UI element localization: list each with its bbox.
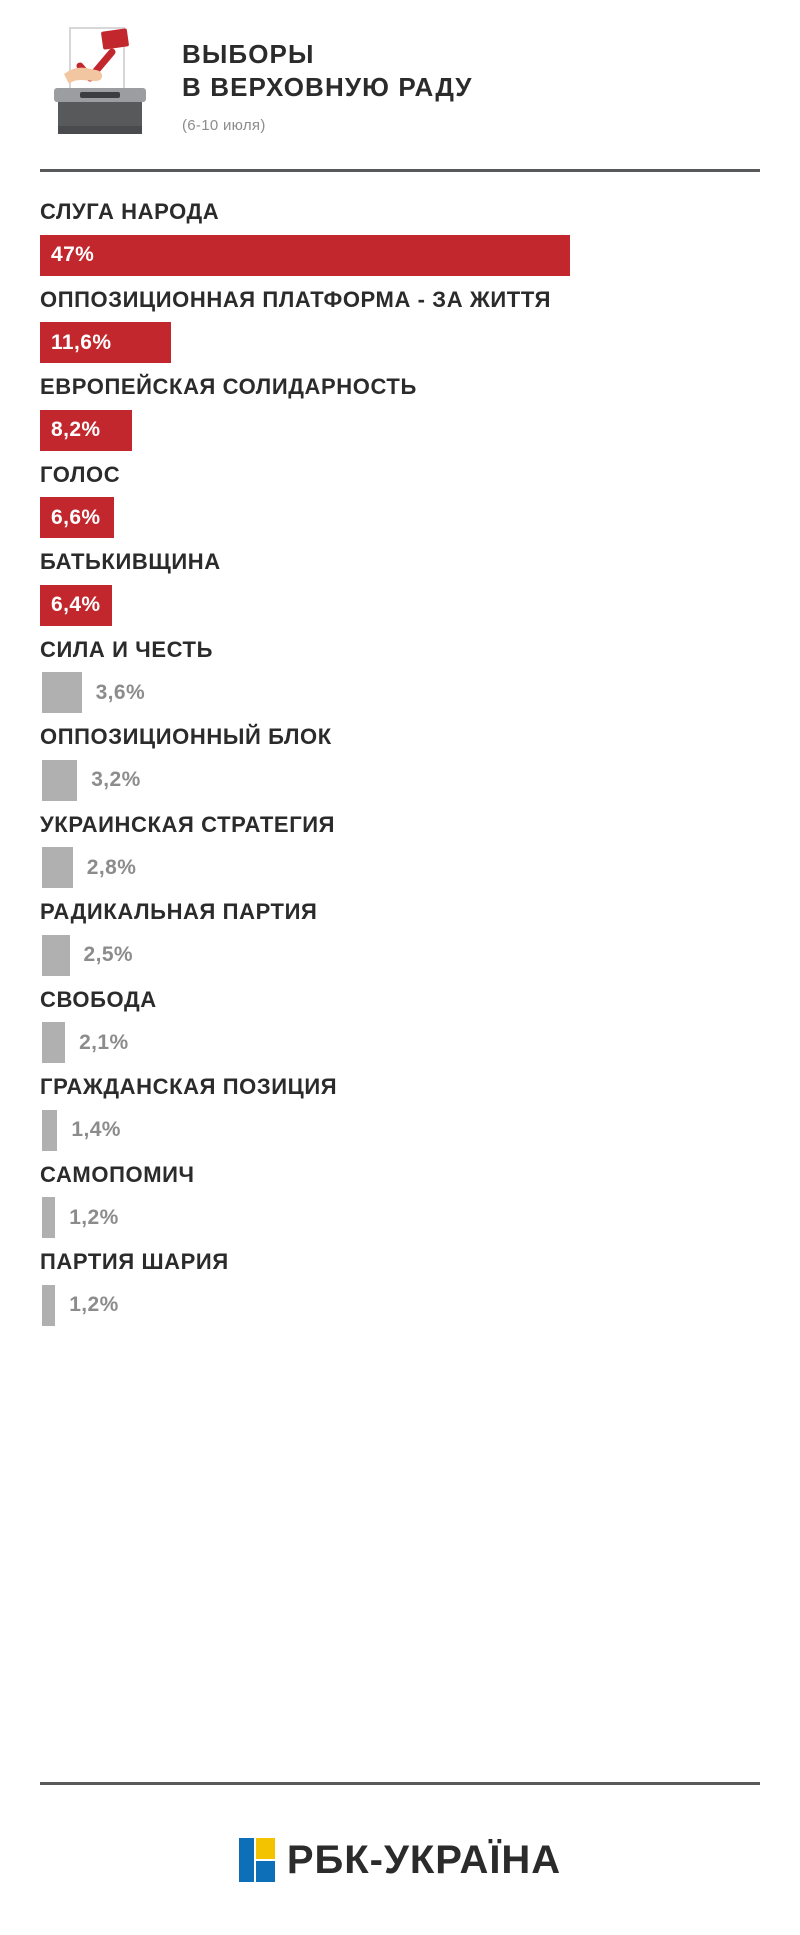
page-title-line-1: ВЫБОРЫ [182,39,315,69]
rbk-logo-icon [239,1838,275,1882]
chart-row [40,198,760,276]
bar-wrapper [40,1022,760,1063]
chart-row [40,723,760,801]
bar-wrapper [40,935,760,976]
footer [40,1785,760,1935]
party-label: ОППОЗИЦИОННЫЙ БЛОК [40,724,332,749]
party-label: САМОПОМИЧ [40,1161,195,1187]
party-label: ГОЛОС [40,461,121,487]
bar-wrapper [40,322,760,363]
bar [40,235,570,276]
page-title-line-2: В ВЕРХОВНУЮ РАДУ [182,72,473,103]
bar-value-label: 1,2% [69,1205,119,1229]
bar-wrapper [40,672,760,713]
party-label: ОППОЗИЦИОННАЯ ПЛАТФОРМА - ЗА ЖИТТЯ [40,286,551,312]
bar-value-label: 3,2% [91,768,141,791]
chart-row [40,1161,760,1239]
bar [42,847,73,888]
bar-value-label: 1,4% [71,1118,121,1141]
party-label: ЕВРОПЕЙСКАЯ СОЛИДАРНОСТЬ [40,374,417,399]
bar-wrapper [40,235,760,276]
bar-wrapper [40,760,760,801]
ballot-box-icon [50,22,160,147]
bar [40,410,132,451]
party-label: СВОБОДА [40,986,157,1012]
bar [42,760,77,801]
chart-row [40,286,760,364]
bar-value-label: 8,2% [51,418,101,441]
bar-value-label: 1,2% [69,1293,119,1316]
chart-row [40,986,760,1064]
chart-row [40,898,760,976]
party-label: ПАРТИЯ ШАРИЯ [40,1249,229,1274]
chart-row [40,1073,760,1151]
bar-wrapper [40,585,760,626]
bar [42,1110,57,1151]
footer-logo-text: РБК-УКРАЇНА [286,1837,562,1882]
bar [42,1022,65,1063]
bar [40,497,114,538]
bar-value-label: 11,6% [51,330,112,354]
bar-wrapper [40,497,760,538]
chart-row [40,548,760,626]
bar-wrapper [40,1110,760,1151]
bar-value-label: 2,5% [83,943,133,966]
party-label: РАДИКАЛЬНАЯ ПАРТИЯ [40,899,318,924]
bar [42,935,70,976]
bar-chart [40,172,760,1768]
bar [42,1197,55,1238]
bar-wrapper [40,847,760,888]
bar-wrapper [40,1197,760,1238]
bar-value-label: 6,6% [51,505,101,529]
bar-value-label: 2,8% [86,855,137,879]
bar [42,1285,55,1326]
chart-row [40,373,760,451]
chart-row [40,811,760,889]
party-label: СЛУГА НАРОДА [40,199,220,224]
chart-row [40,461,760,539]
bar-value-label: 47% [51,243,95,266]
page-subtitle: (6-10 июля) [182,116,266,134]
party-label: УКРАИНСКАЯ СТРАТЕГИЯ [40,811,336,837]
chart-row [40,636,760,714]
header-text [182,22,473,134]
party-label: ГРАЖДАНСКАЯ ПОЗИЦИЯ [40,1074,338,1099]
bar-value-label: 3,6% [95,680,146,704]
bar-wrapper [40,1285,760,1326]
chart-row [40,1248,760,1326]
bar-value-label: 6,4% [51,593,101,616]
party-label: СИЛА И ЧЕСТЬ [40,636,213,662]
header [40,0,760,165]
bar [42,672,82,713]
bar [40,585,112,626]
party-label: БАТЬКИВЩИНА [40,549,221,574]
bar-wrapper [40,410,760,451]
bar [40,322,171,363]
bar-value-label: 2,1% [79,1030,129,1054]
